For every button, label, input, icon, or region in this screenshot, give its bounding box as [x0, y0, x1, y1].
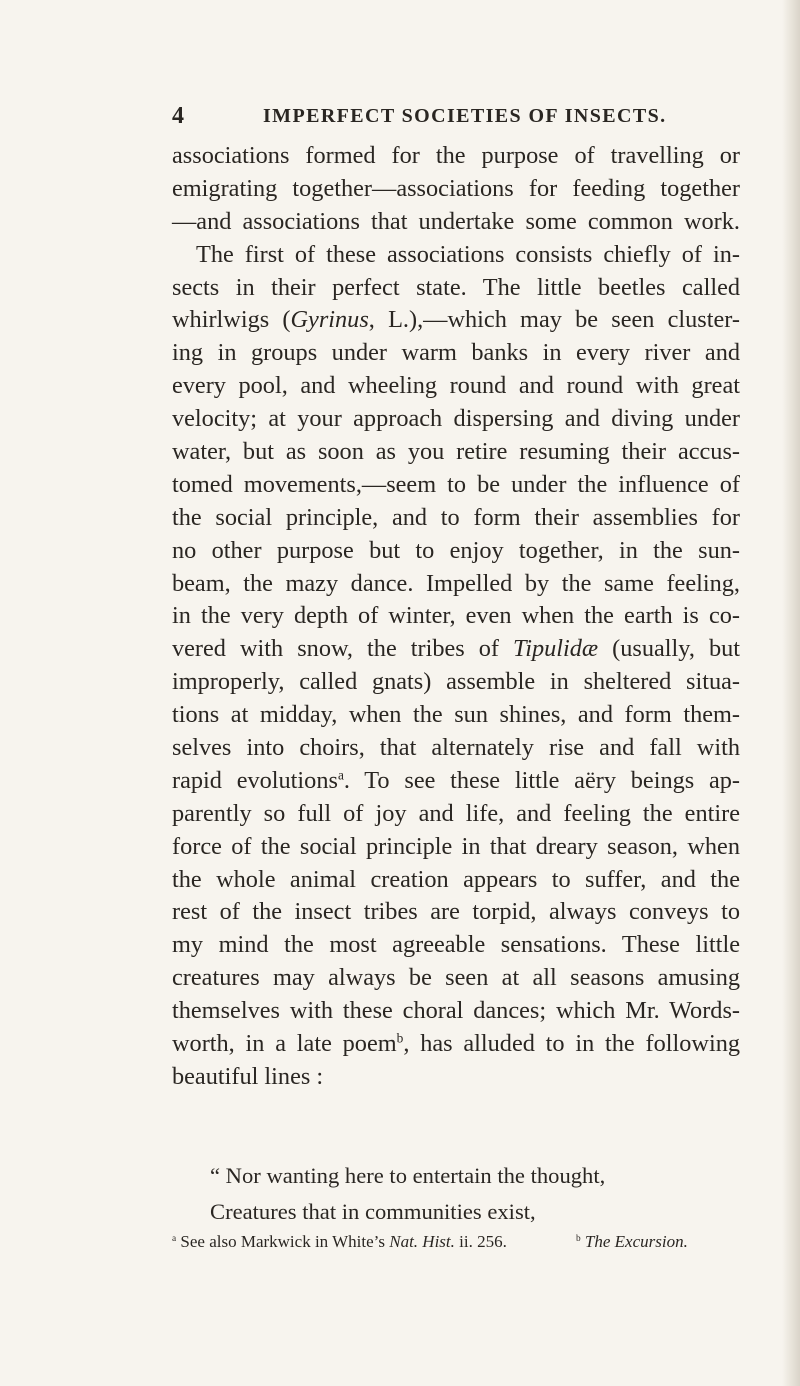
footnote-a-marker: a: [172, 1233, 177, 1244]
body-line: parently so full of joy and life, and feeling the entire: [172, 799, 740, 827]
body-line: creatures may always be seen at all seasons amusing: [172, 964, 740, 992]
quote-line-1: “ Nor wanting here to entertain the thought,: [210, 1163, 606, 1188]
body-line: the social principle, and to form their assemblies for: [172, 503, 740, 531]
quote-line-2: Creatures that in communities exist,: [210, 1199, 536, 1224]
body-line: tions at midday, when the sun shines, and form them-: [172, 701, 740, 729]
body-text-fragment: worth, in a late poem: [172, 1030, 397, 1058]
genus-name: Gyrinus: [290, 306, 369, 334]
body-line: associations formed for the purpose of travelling or: [172, 142, 740, 169]
body-line: my mind the most agreeable sensations. These little: [172, 931, 740, 959]
footnote-a-ref: ii. 256.: [454, 1232, 507, 1251]
body-line: water, but as soon as you retire resuming their accus-: [172, 438, 740, 466]
poem-quote: [210, 1158, 730, 1230]
body-line: the whole animal creation appears to suffer, and the: [172, 865, 740, 893]
family-name: Tipulidæ: [513, 635, 599, 663]
body-line: [172, 633, 740, 666]
body-line: ing in groups under warm banks in every river and: [172, 339, 740, 367]
body-text: [172, 140, 740, 1094]
footnote-a-title: Nat. Hist.: [389, 1232, 455, 1251]
page-edge-shadow: [782, 0, 800, 1386]
footnote-b-title: The Excursion.: [584, 1232, 688, 1251]
body-line: [172, 304, 740, 337]
body-line: selves into choirs, that alternately rise and fall with: [172, 734, 740, 762]
body-line: [172, 765, 740, 798]
body-text-fragment: whirlwigs (: [172, 306, 291, 334]
body-text-fragment: . To see these little aëry beings ap-: [343, 766, 740, 794]
running-title: IMPERFECT SOCIETIES OF INSECTS.: [263, 105, 667, 127]
body-line: —and associations that undertake some common work.: [172, 207, 740, 235]
body-line: in the very depth of winter, even when the earth is co-: [172, 602, 740, 630]
body-text-fragment: vered with snow, the tribes of: [172, 635, 514, 663]
body-line: velocity; at your approach dispersing and diving under: [172, 405, 740, 433]
body-line: beam, the mazy dance. Impelled by the same feeling,: [172, 569, 740, 597]
body-text-fragment: rapid evolutions: [172, 766, 338, 794]
page-header: [172, 103, 732, 133]
body-line: beautiful lines :: [172, 1062, 324, 1090]
footnote-b: [576, 1232, 688, 1252]
body-text-fragment: , L.),—which may be seen cluster-: [368, 306, 740, 334]
body-line: improperly, called gnats) assemble in sheltered situa-: [172, 668, 740, 696]
body-line: themselves with these choral dances; which Mr. Words-: [172, 997, 740, 1025]
body-line: no other purpose but to enjoy together, in the sun-: [172, 536, 740, 564]
footnote-ref-a: a: [337, 767, 344, 783]
body-text-fragment: (usually, but: [598, 635, 741, 663]
footnote-b-marker: b: [576, 1233, 581, 1244]
body-line: [172, 1028, 740, 1061]
body-line: tomed movements,—seem to be under the influence of: [172, 470, 740, 498]
body-line: force of the social principle in that dreary season, when: [172, 832, 740, 860]
footnote-a-text: See also Markwick in White’s: [176, 1232, 390, 1251]
footnote-ref-b: b: [396, 1030, 404, 1046]
body-text-fragment: , has alluded to in the following: [403, 1030, 740, 1058]
body-line: The first of these associations consists chiefly of in-: [196, 240, 740, 268]
body-line: every pool, and wheeling round and round with great: [172, 372, 740, 400]
body-line: rest of the insect tribes are torpid, always conveys to: [172, 898, 740, 926]
page-number: 4: [172, 103, 185, 129]
body-line: emigrating together—associations for feeding together: [172, 174, 740, 202]
footnote-a: [172, 1232, 507, 1252]
body-line: sects in their perfect state. The little beetles called: [172, 273, 740, 301]
footnotes: [172, 1232, 742, 1262]
